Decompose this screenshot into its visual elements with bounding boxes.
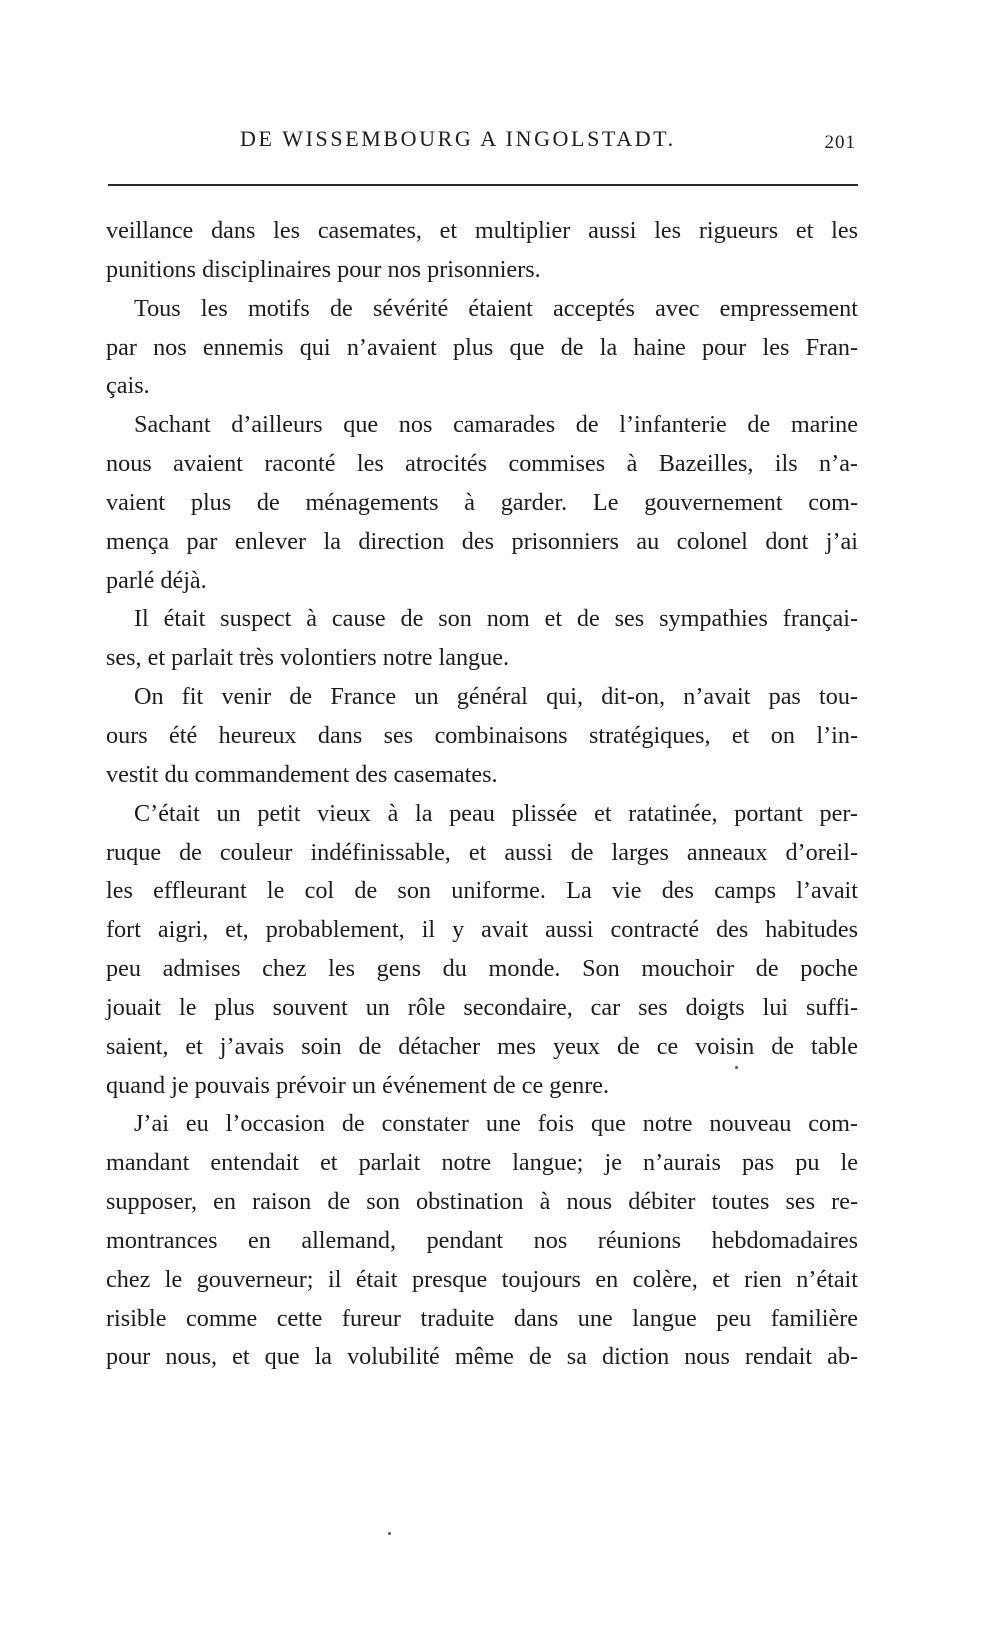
text-line: risible comme cette fureur traduite dans une langue peu familière: [106, 1304, 858, 1332]
print-speck: [388, 1532, 391, 1535]
text-line: mença par enlever la direction des prisonniers au colonel dont j’ai: [106, 527, 858, 555]
page-number: 201: [824, 132, 856, 153]
text-line: Il était suspect à cause de son nom et de ses sympathies françai-: [134, 605, 858, 633]
text-line: ours été heureux dans ses combinaisons stratégiques, et on l’in-: [106, 721, 858, 749]
text-line: montrances en allemand, pendant nos réunions hebdomadaires: [106, 1226, 858, 1254]
text-line: J’ai eu l’occasion de constater une fois que notre nouveau com-: [134, 1110, 858, 1138]
text-line: nous avaient raconté les atrocités commises à Bazeilles, ils n’a-: [106, 450, 858, 478]
text-line: vaient plus de ménagements à garder. Le gouvernement com-: [106, 488, 858, 516]
text-line: mandant entendait et parlait notre langue; je n’aurais pas pu le: [106, 1149, 858, 1177]
text-line: fort aigri, et, probablement, il y avait aussi contracté des habitudes: [106, 916, 858, 944]
text-line: Sachant d’ailleurs que nos camarades de l’infanterie de marine: [134, 411, 858, 439]
text-line: les effleurant le col de son uniforme. La vie des camps l’avait: [106, 877, 858, 905]
text-line: ruque de couleur indéfinissable, et aussi de larges anneaux d’oreil-: [106, 838, 858, 866]
text-line: peu admises chez les gens du monde. Son mouchoir de poche: [106, 955, 858, 983]
text-line: quand je pouvais prévoir un événement de ce genre.: [106, 1071, 610, 1099]
text-line: On fit venir de France un général qui, dit-on, n’avait pas tou-: [134, 683, 858, 711]
body-text: [106, 212, 858, 1377]
running-title: DE WISSEMBOURG A INGOLSTADT.: [240, 126, 676, 151]
text-line: ses, et parlait très volontiers notre langue.: [106, 644, 510, 672]
text-line: parlé déjà.: [106, 566, 207, 594]
text-line: saient, et j’avais soin de détacher mes yeux de ce voisin de table: [106, 1032, 858, 1060]
header-rule: [108, 184, 858, 186]
text-line: jouait le plus souvent un rôle secondaire, car ses doigts lui suffi-: [106, 993, 858, 1021]
text-line: par nos ennemis qui n’avaient plus que de la haine pour les Fran-: [106, 333, 858, 361]
text-line: vestit du commandement des casemates.: [106, 760, 498, 788]
text-line: supposer, en raison de son obstination à nous débiter toutes ses re-: [106, 1188, 858, 1216]
running-header: [108, 126, 858, 166]
text-line: C’était un petit vieux à la peau plissée et ratatinée, portant per-: [134, 799, 858, 827]
text-line: punitions disciplinaires pour nos prisonniers.: [106, 255, 541, 283]
text-line: çais.: [106, 372, 150, 400]
text-line: veillance dans les casemates, et multiplier aussi les rigueurs et les: [106, 217, 858, 244]
text-line: Tous les motifs de sévérité étaient acceptés avec empressement: [134, 294, 858, 322]
text-line: chez le gouverneur; il était presque toujours en colère, et rien n’était: [106, 1265, 858, 1293]
text-line: pour nous, et que la volubilité même de sa diction nous rendait ab-: [106, 1343, 858, 1371]
print-speck: [735, 1066, 738, 1069]
